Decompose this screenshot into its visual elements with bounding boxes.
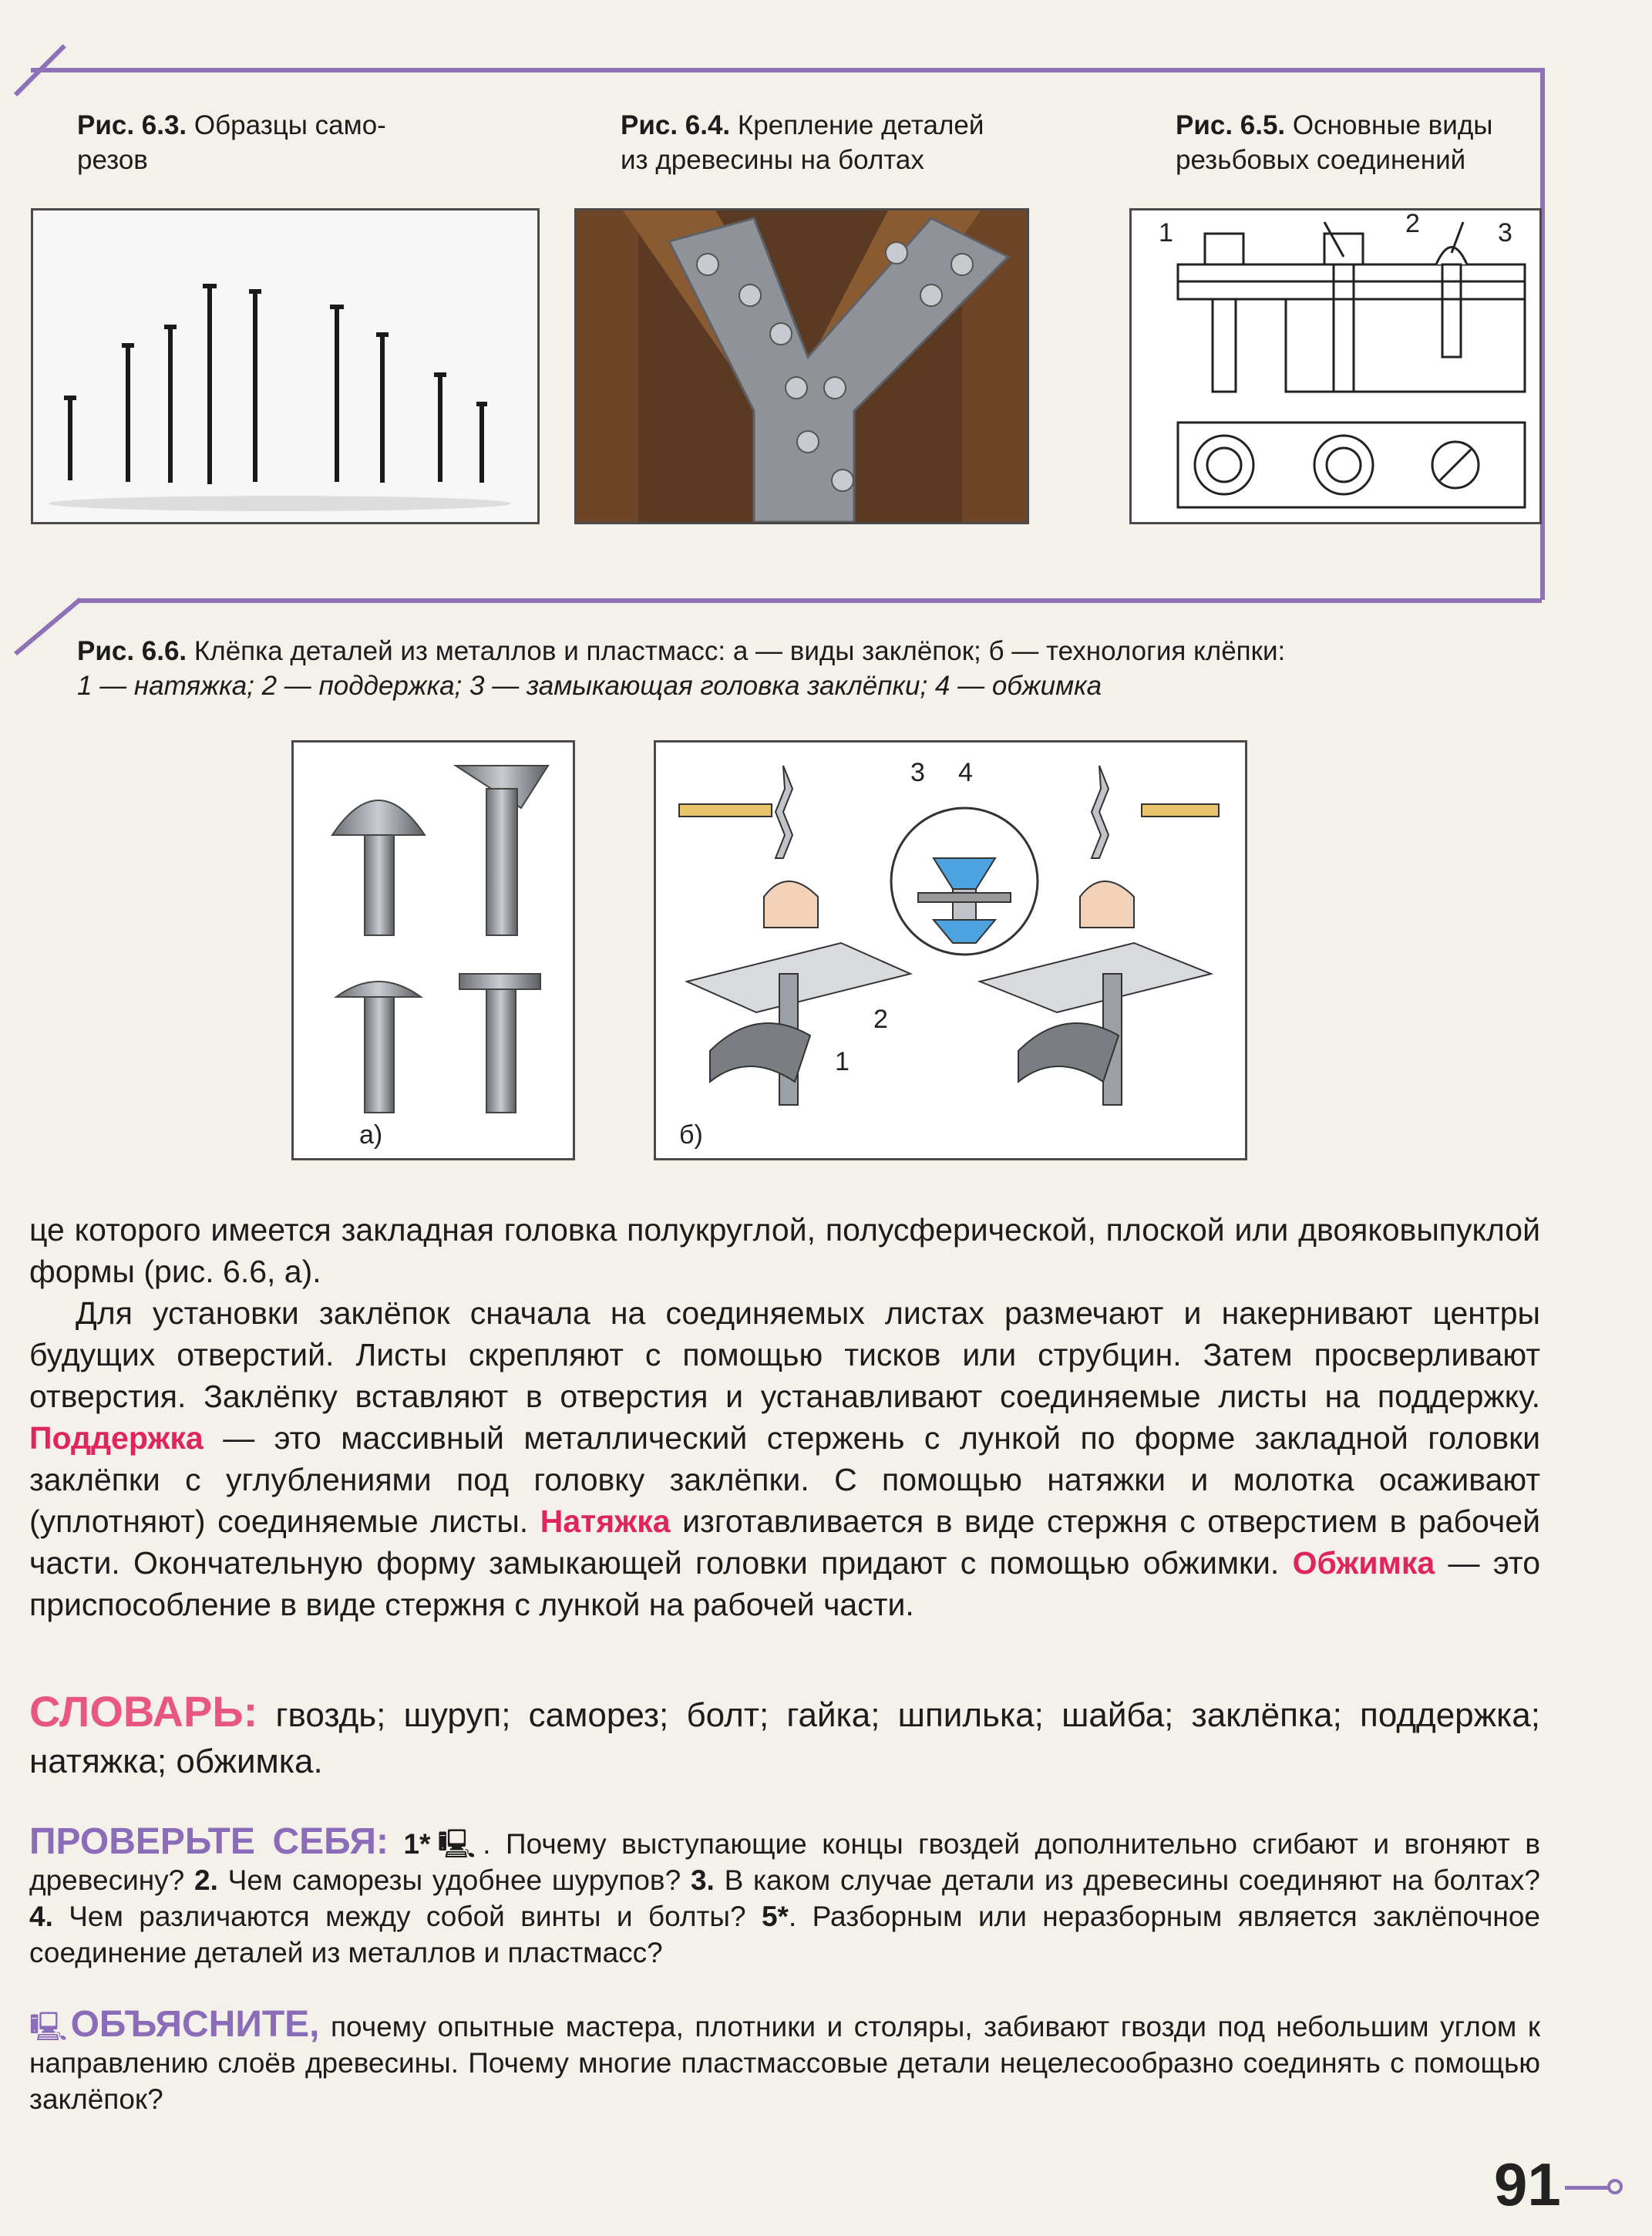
fig63-caption: Рис. 6.3. Образцы само- резов xyxy=(77,110,386,175)
fig65-caption: Рис. 6.5. Основные виды резьбовых соединений xyxy=(1176,110,1493,175)
mid-frame-diag xyxy=(14,598,82,655)
fig66b-label-3: 3 xyxy=(910,758,925,787)
paragraph-2: Для установки заклёпок сначала на соединяемых листах размечают и накернивают центры будущих отверстий. Листы скрепляют с помощью тисков или струбцин. Затем просверливают отверстия. Заклёпку вставляют в отверстия и устанавливают соединяемые листы на поддержку. Поддержка — это массивный металлический стержень с лункой по форме закладной головки заклёпки с углублениями под головку заклёпки. С помощью натяжки и молотка осаживают (уплотняют) соединяемые листы. Натяжка изготавливается в виде стержня с отверстием в рабочей части. Окончательную форму замыкающей головки придают с помощью обжимки. Обжимка — это приспособление в виде стержня с лункой на рабочей части. xyxy=(29,1295,1541,1622)
fig66a-label: а) xyxy=(359,1120,383,1150)
explain-section: 🖳ОБЪЯСНИТЕ, почему опытные мастера, плотники и столяры, забивают гвозди под небольшим углом к направлению слоёв древесины. Почему многие пластмассовые детали нецелесообразно соединять с помощью заклёпок? xyxy=(29,2004,1541,2115)
computer-icon: 🖳 xyxy=(430,1828,483,1860)
fig66b-label-4: 4 xyxy=(958,758,973,787)
fig65-label-3: 3 xyxy=(1498,218,1512,248)
fig63-screws-image xyxy=(31,208,540,524)
fig66a-rivet-types xyxy=(291,740,575,1160)
top-frame-line xyxy=(31,68,1542,72)
fig66b-label: б) xyxy=(679,1120,703,1150)
mid-frame-line xyxy=(77,598,1542,603)
computer-icon: 🖳 xyxy=(29,2011,71,2042)
fig66b-riveting-technology xyxy=(654,740,1247,1160)
check-section: ПРОВЕРЬТЕ СЕБЯ: 1*🖳. Почему выступающие концы гвоздей дополнительно сгибают и вгоняют в древесину? 2. Чем саморезы удобнее шурупов? 3. В каком случае детали из древесины соединяют на болтах? 4. Чем различаются между собой винты и болты? 5*. Разборным или неразборным является заклёпочное соединение деталей из металлов и пластмасс? xyxy=(29,1821,1541,1968)
term-obzhimka: Обжимка xyxy=(1292,1545,1435,1581)
fig64-bolts-photo xyxy=(574,208,1029,524)
fig65-threaded-diagram xyxy=(1129,208,1542,524)
dictionary-text: гвоздь; шуруп; саморез; болт; гайка; шпилька; шайба; заклёпка; поддержка; натяжка; обжимка. xyxy=(29,1696,1540,1780)
page-number-dot xyxy=(1607,2179,1623,2194)
fig64-caption: Рис. 6.4. Крепление деталей из древесины на болтах xyxy=(621,110,984,175)
page-number: 91 xyxy=(1494,2150,1561,2218)
check-heading: ПРОВЕРЬТЕ СЕБЯ: xyxy=(29,1821,389,1862)
dictionary-heading: СЛОВАРЬ: xyxy=(29,1687,258,1736)
term-podderzhka: Поддержка xyxy=(29,1420,204,1456)
fig66b-label-2: 2 xyxy=(873,1005,888,1034)
term-natyazhka: Натяжка xyxy=(540,1504,671,1539)
fig65-label-2: 2 xyxy=(1405,210,1420,238)
paragraph-1: це которого имеется закладная головка полукруглой, полусферической, плоской или двояковыпуклой формы (рис. 6.6, а). xyxy=(29,1212,1540,1289)
fig66-caption: Рис. 6.6. Клёпка деталей из металлов и пластмасс: а — виды заклёпок; б — технология клёпки: 1 — натяжка; 2 — поддержка; 3 — замыкающая головка заклёпки; 4 — обжимка xyxy=(77,636,1286,701)
fig65-label-1: 1 xyxy=(1159,218,1173,248)
dictionary-section xyxy=(29,1689,1540,1785)
fig66b-label-1: 1 xyxy=(835,1047,850,1076)
explain-heading: ОБЪЯСНИТЕ, xyxy=(70,2004,320,2045)
